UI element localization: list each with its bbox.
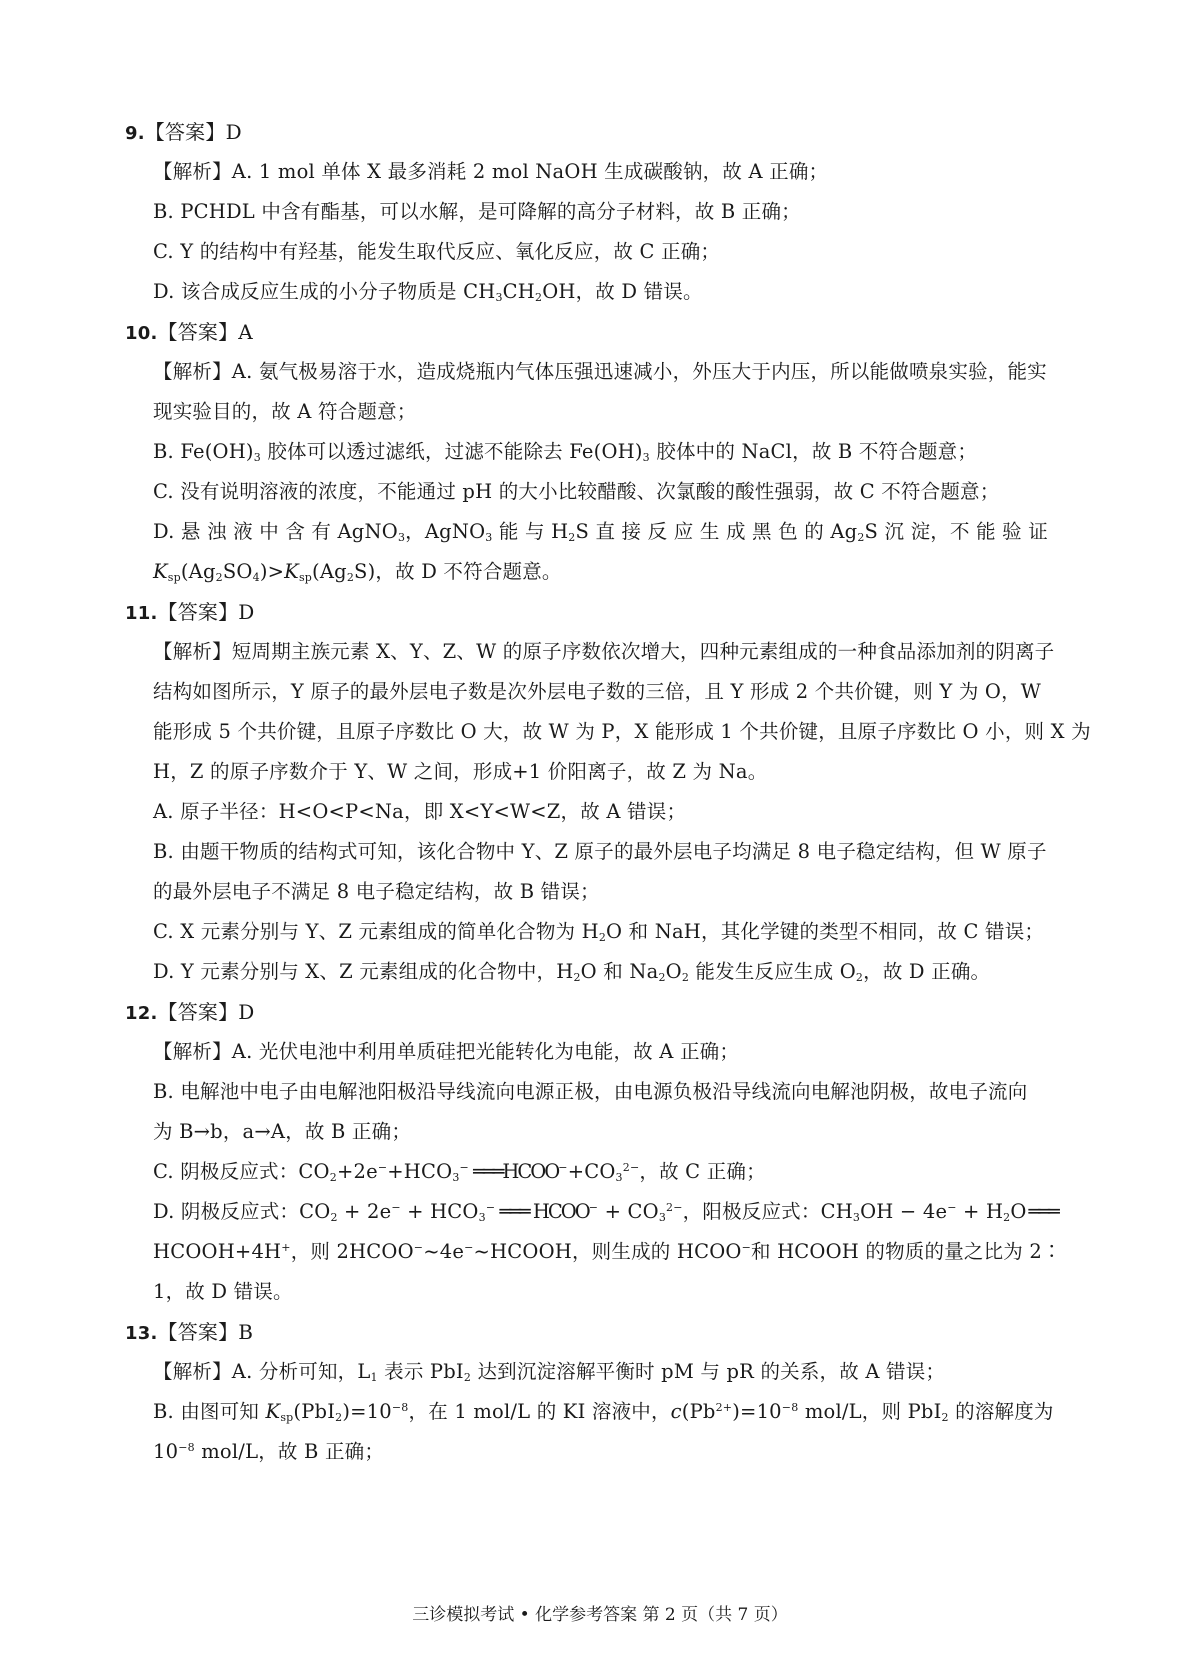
q12-heading: 12.【答案】D bbox=[125, 1000, 255, 1024]
q12-line-4: C. 阴极反应式：$CO_2+2e^-+HCO_3^-$ $═══HCOO^-+CO_3^{2-}$，故 C 正确； bbox=[153, 1160, 766, 1184]
q11-line-7: 的最外层电子不满足 8 电子稳定结构，故 B 错误； bbox=[153, 880, 600, 903]
q11-line-4: H，Z 的原子序数介于 Y、W 之间，形成+1 价阳离子，故 Z 为 Na。 bbox=[153, 760, 768, 783]
q9-heading: 9.【答案】D bbox=[125, 120, 242, 144]
q11-line-3: 能形成 5 个共价键，且原子序数比 O 大，故 W 为 P，X 能形成 1 个共价键，且原子序数比 O 小，则 X 为 bbox=[153, 720, 1091, 743]
q9-line-2: B. PCHDL 中含有酯基，可以水解，是可降解的高分子材料，故 B 正确； bbox=[153, 200, 801, 223]
q13-line-2: B. 由图可知 $K_{sp}(PbI_2)=10^{-8}$，在 1 mol/L 的 KI 溶液中，$c(Pb^{2+})=10^{-8}$ mol/L，则 PbI$_2$ 的溶解度为 bbox=[153, 1400, 1054, 1424]
q10-line-5: D. 悬 浊 液 中 含 有 AgNO$_3$，AgNO$_3$ 能 与 $H_2S$ 直 接 反 应 生 成 黑 色 的 $Ag_2S$ 沉 淀，不 能 验 证 bbox=[153, 520, 1048, 544]
q11-line-8: C. X 元素分别与 Y、Z 元素组成的简单化合物为 $H_2O$ 和 NaH，其化学键的类型不相同，故 C 错误； bbox=[153, 920, 1045, 944]
q10-line-3: B. $Fe(OH)_3$ 胶体可以透过滤纸，过滤不能除去 $Fe(OH)_3$ 胶体中的 NaCl，故 B 不符合题意； bbox=[153, 440, 978, 464]
q12-line-7: 1，故 D 错误。 bbox=[153, 1280, 293, 1303]
q10-line-6: $K_{sp}(Ag_2SO_4)>K_{sp}(Ag_2S)$，故 D 不符合题意。 bbox=[153, 560, 562, 584]
q13-heading: 13.【答案】B bbox=[125, 1320, 254, 1344]
q12-line-2: B. 电解池中电子由电解池阳极沿导线流向电源正极，由电源负极沿导线流向电解池阴极，故电子流向 bbox=[153, 1080, 1028, 1103]
q11-line-6: B. 由题干物质的结构式可知，该化合物中 Y、Z 原子的最外层电子均满足 8 电子稳定结构，但 W 原子 bbox=[153, 840, 1047, 863]
q10-line-2: 现实验目的，故 A 符合题意； bbox=[153, 400, 417, 423]
q10-heading: 10.【答案】A bbox=[125, 320, 253, 344]
q11-line-1: 【解析】短周期主族元素 X、Y、Z、W 的原子序数依次增大，四种元素组成的一种食品添加剂的阴离子 bbox=[153, 640, 1055, 663]
page-footer: 三诊模拟考试 • 化学参考答案 第 2 页（共 7 页） bbox=[412, 1605, 788, 1625]
q11-line-5: A. 原子半径：H<O<P<Na，即 X<Y<W<Z，故 A 错误； bbox=[153, 800, 687, 823]
q12-line-5: D. 阴极反应式：$CO_2 + 2e^- + HCO_3^-$ ═══ HCOO− + $CO_3^{2-}$，阳极反应式：$CH_3OH - 4e^- + H_2O$ ═══ bbox=[153, 1200, 1058, 1224]
q9-line-4: D. 该合成反应生成的小分子物质是 $CH_3CH_2OH$，故 D 错误。 bbox=[153, 280, 703, 304]
q9-line-1: 【解析】A. 1 mol 单体 X 最多消耗 2 mol NaOH 生成碳酸钠，故 A 正确； bbox=[153, 160, 829, 183]
q13-line-1: 【解析】A. 分析可知，$L_1$ 表示 PbI$_2$ 达到沉淀溶解平衡时 pM 与 pR 的关系，故 A 错误； bbox=[153, 1360, 946, 1384]
q11-heading: 11.【答案】D bbox=[125, 600, 255, 624]
answer-content bbox=[125, 112, 1125, 1472]
q11-line-2: 结构如图所示，Y 原子的最外层电子数是次外层电子数的三倍，且 Y 形成 2 个共价键，则 Y 为 O，W bbox=[153, 680, 1042, 703]
q12-line-1: 【解析】A. 光伏电池中利用单质硅把光能转化为电能，故 A 正确； bbox=[153, 1040, 740, 1063]
q10-line-1: 【解析】A. 氨气极易溶于水，造成烧瓶内气体压强迅速减小，外压大于内压，所以能做喷泉实验，能实 bbox=[153, 360, 1047, 383]
q12-line-6: HCOOH+4H+，则 2HCOO−~4e−~HCOOH，则生成的 HCOO−和 HCOOH 的物质的量之比为 2∶ bbox=[153, 1240, 1062, 1263]
q12-line-3: 为 B→b，a→A，故 B 正确； bbox=[153, 1120, 412, 1143]
q13-line-3: $10^{-8}$ mol/L，故 B 正确； bbox=[153, 1440, 385, 1463]
q11-line-9: D. Y 元素分别与 X、Z 元素组成的化合物中，$H_2O$ 和 $Na_2O_2$ 能发生反应生成 $O_2$，故 D 正确。 bbox=[153, 960, 991, 984]
q9-line-3: C. Y 的结构中有羟基，能发生取代反应、氧化反应，故 C 正确； bbox=[153, 240, 721, 263]
q10-line-4: C. 没有说明溶液的浓度，不能通过 pH 的大小比较醋酸、次氯酸的酸性强弱，故 C 不符合题意； bbox=[153, 480, 1000, 503]
